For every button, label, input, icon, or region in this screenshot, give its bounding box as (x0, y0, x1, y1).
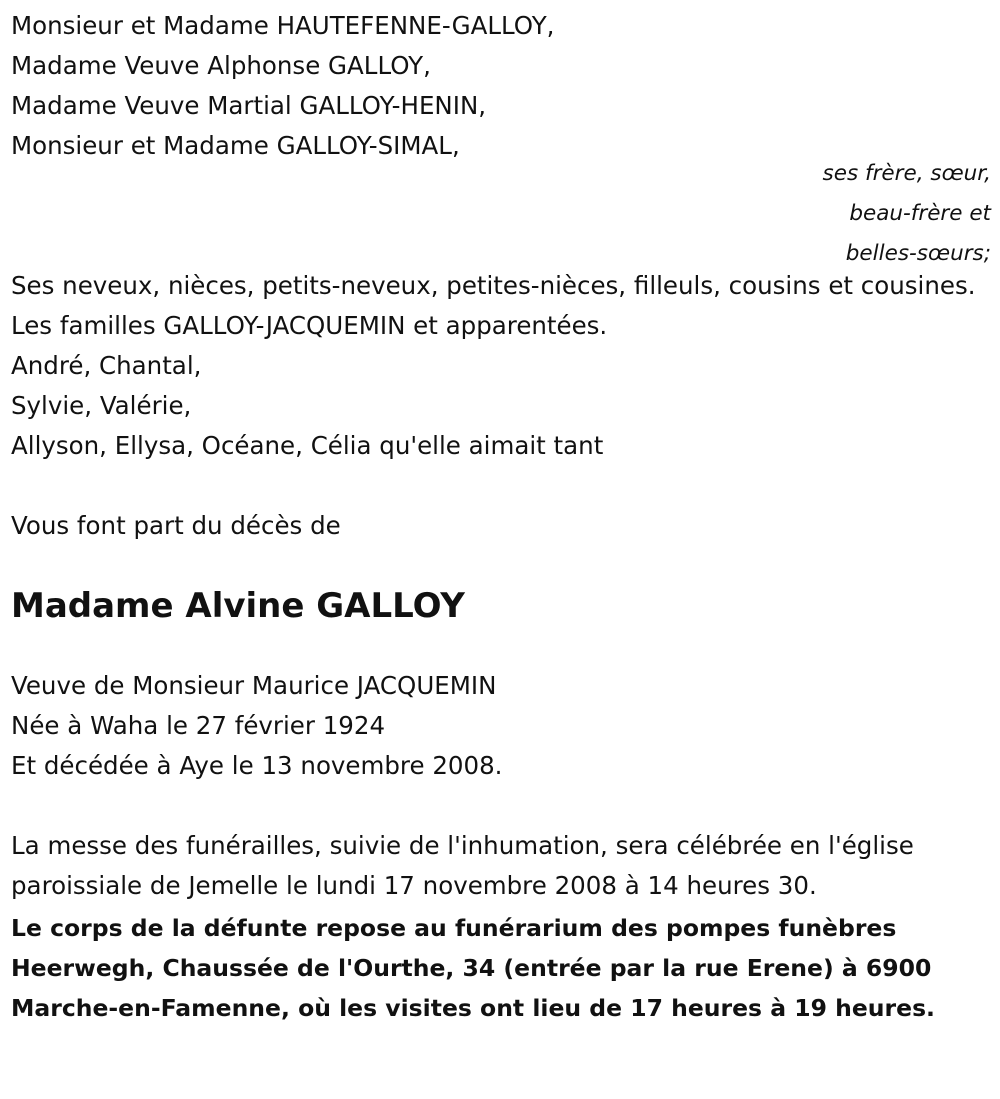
relation-line: beau-frère et (849, 201, 991, 226)
announcement: Vous font part du décès de (11, 511, 341, 540)
viewing-notice: Le corps de la défunte repose au funérarium des pompes funèbres Heerwegh, Chaussée de l'Ourthe, 34 (entrée par la rue Erene) à 6900 Marche-en-Famenne, où les visites ont lieu de 17 heures à 19 heures. (11, 914, 935, 1022)
deceased-details (11, 666, 991, 786)
detail-line: Née à Waha le 27 février 1924 (11, 711, 386, 740)
family-line: Madame Veuve Alphonse GALLOY, (11, 51, 431, 80)
relation-line: ses frère, sœur, (822, 161, 991, 186)
family-list (11, 6, 991, 166)
family-line: Madame Veuve Martial GALLOY-HENIN, (11, 91, 487, 120)
relation-block (11, 154, 991, 274)
detail-line: Veuve de Monsieur Maurice JACQUEMIN (11, 671, 497, 700)
family-line: Monsieur et Madame HAUTEFENNE-GALLOY, (11, 11, 555, 40)
extended-family: Ses neveux, nièces, petits-neveux, petites-nièces, filleuls, cousins et cousines. (11, 271, 976, 300)
ceremony-info: La messe des funérailles, suivie de l'inhumation, sera célébrée en l'église paroissiale de Jemelle le lundi 17 novembre 2008 à 14 heures 30. (11, 831, 914, 900)
detail-line: Et décédée à Aye le 13 novembre 2008. (11, 751, 503, 780)
deceased-name: Madame Alvine GALLOY (11, 586, 465, 626)
other-family-list (11, 306, 991, 466)
obituary-notice (11, 6, 991, 1028)
family-line: Monsieur et Madame GALLOY-SIMAL, (11, 131, 460, 160)
family-line: Les familles GALLOY-JACQUEMIN et apparentées. (11, 311, 608, 340)
relation-line: belles-sœurs; (845, 241, 991, 266)
family-line: André, Chantal, (11, 351, 202, 380)
family-line: Allyson, Ellysa, Océane, Célia qu'elle aimait tant (11, 431, 604, 460)
family-line: Sylvie, Valérie, (11, 391, 192, 420)
